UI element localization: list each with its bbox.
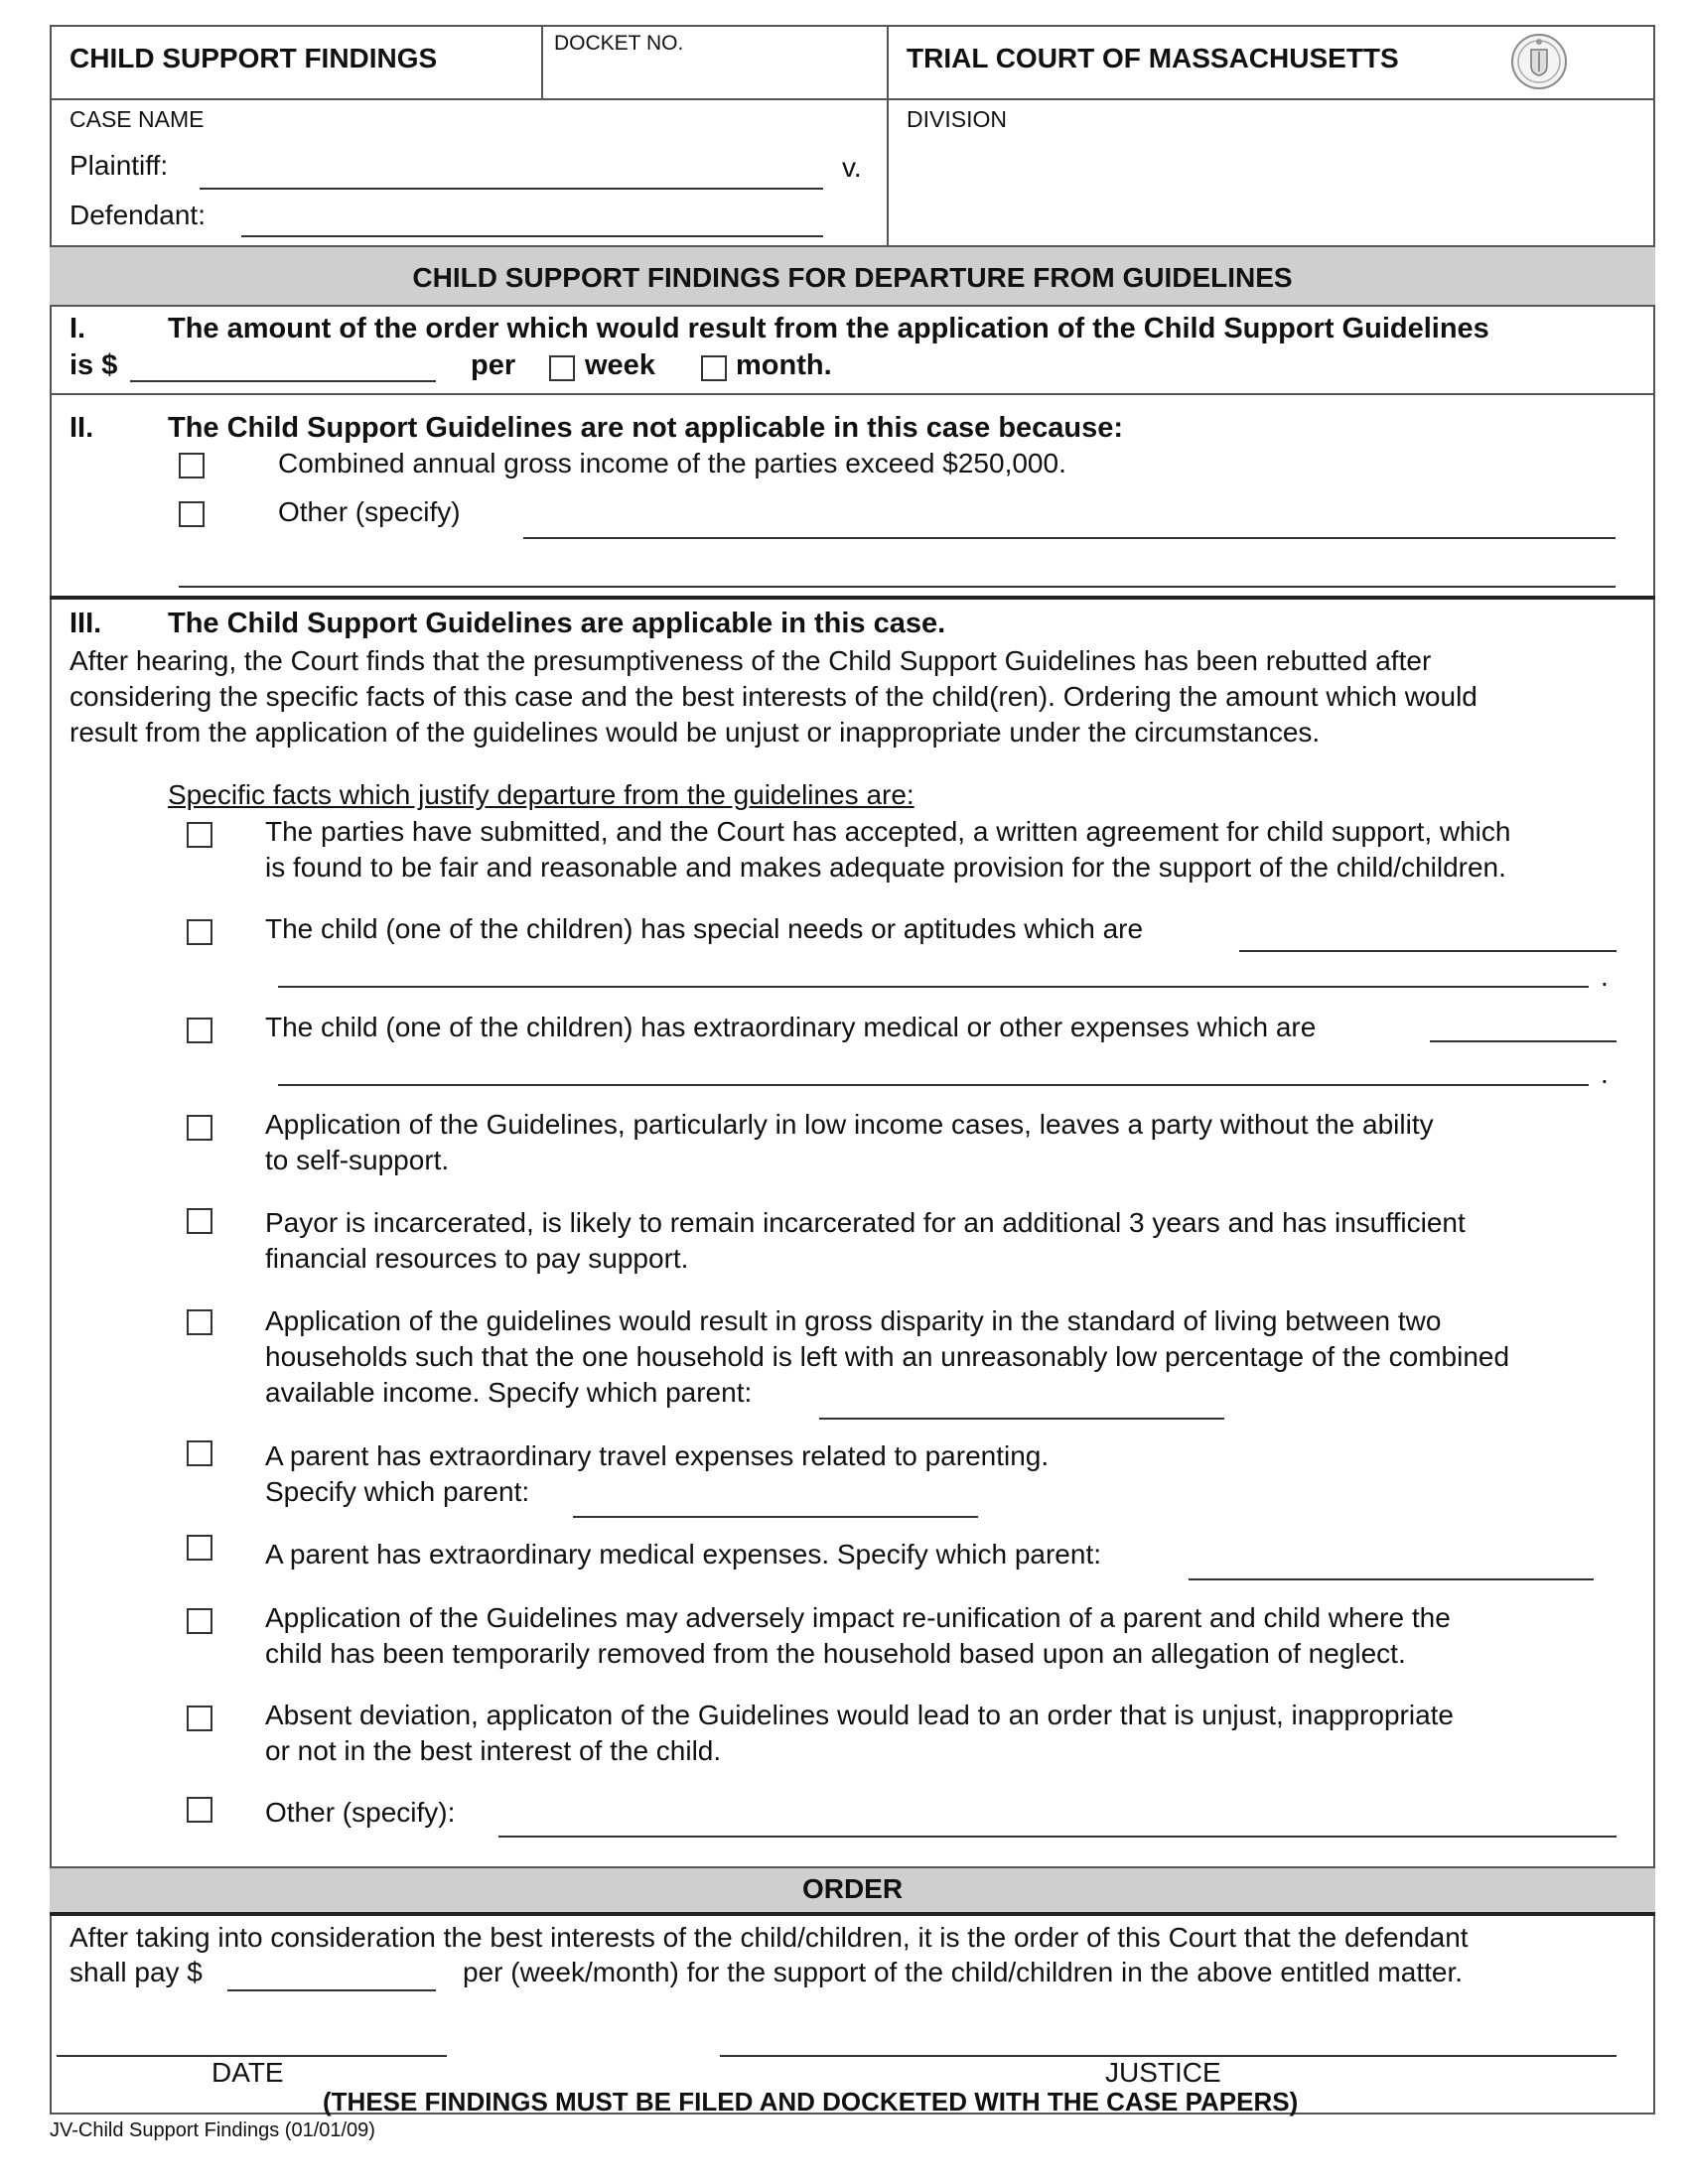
fact-parent-medical-checkbox[interactable] (187, 1535, 212, 1561)
fact-travel-line1: A parent has extraordinary travel expenses related to parenting. (265, 1440, 1050, 1471)
fact-parent-medical-parent-field[interactable] (1189, 1578, 1594, 1580)
fact-unjust-line2: or not in the best interest of the child. (265, 1735, 722, 1766)
order-line1: After taking into consideration the best interests of the child/children, it is the order of this Court that the defendant (70, 1922, 1469, 1953)
date-label: DATE (211, 2057, 284, 2088)
section2-numeral: II. (70, 412, 94, 444)
fact-medical-expenses-line1: The child (one of the children) has extraordinary medical or other expenses which are (265, 1012, 1317, 1042)
fact-medical-expenses-field[interactable] (1430, 1040, 1617, 1042)
fact-travel-line2: Specify which parent: (265, 1476, 530, 1507)
income-exceeds-label: Combined annual gross income of the parties exceed $250,000. (278, 448, 1066, 478)
section2-divider (50, 596, 1655, 600)
case-name-label: CASE NAME (70, 106, 205, 132)
justice-label: JUSTICE (1105, 2057, 1221, 2088)
section3-para-line3: result from the application of the guidelines would be unjust or inappropriate under the circumstances. (70, 717, 1321, 748)
fact-special-needs-period: . (1601, 961, 1609, 992)
fact-special-needs-line1: The child (one of the children) has special needs or aptitudes which are (265, 913, 1144, 944)
section1-amount-field[interactable] (130, 380, 436, 382)
docket-label: DOCKET NO. (554, 32, 684, 55)
header-divider-1 (541, 25, 543, 99)
plaintiff-field[interactable] (200, 188, 823, 190)
fact-disparity-line2: households such that the one household is left with an unreasonably low percentage of the combined (265, 1341, 1510, 1372)
week-checkbox[interactable] (549, 355, 575, 381)
fact-incarcerated-checkbox[interactable] (187, 1208, 212, 1234)
section3-para-line1: After hearing, the Court finds that the presumptiveness of the Child Support Guidelines has been rebutted after (70, 645, 1432, 676)
fact-agreement-checkbox[interactable] (187, 822, 212, 848)
fact-parent-medical-line1: A parent has extraordinary medical expenses. Specify which parent: (265, 1539, 1102, 1570)
court-title: TRIAL COURT OF MASSACHUSETTS (907, 43, 1399, 73)
fact-other-checkbox[interactable] (187, 1797, 212, 1823)
section1-divider (50, 393, 1655, 395)
versus-label: v. (842, 152, 862, 183)
fact-reunification-line1: Application of the Guidelines may adversely impact re-unification of a parent and child where the (265, 1602, 1451, 1633)
fact-incarcerated-line1: Payor is incarcerated, is likely to remain incarcerated for an additional 3 years and has insufficient (265, 1207, 1466, 1238)
fact-agreement-line2: is found to be fair and reasonable and makes adequate provision for the support of the child/children. (265, 852, 1506, 883)
other-not-applicable-field[interactable] (523, 537, 1616, 539)
other-not-applicable-checkbox[interactable] (179, 501, 205, 527)
fact-special-needs-field[interactable] (1239, 950, 1617, 952)
fact-other-field[interactable] (498, 1836, 1617, 1838)
facts-heading: Specific facts which justify departure from the guidelines are: (168, 779, 914, 810)
other-not-applicable-label: Other (specify) (278, 496, 461, 527)
week-label: week (585, 349, 655, 381)
section3-para-line2: considering the specific facts of this case and the best interests of the child(ren). Ordering the amount which would (70, 681, 1477, 712)
fact-reunification-checkbox[interactable] (187, 1608, 212, 1634)
defendant-field[interactable] (241, 235, 823, 237)
fact-special-needs-checkbox[interactable] (187, 919, 212, 945)
massachusetts-seal-icon (1507, 30, 1571, 93)
other-not-applicable-field-2[interactable] (179, 586, 1616, 588)
fact-disparity-line1: Application of the guidelines would result in gross disparity in the standard of living between two (265, 1305, 1442, 1336)
income-exceeds-checkbox[interactable] (179, 453, 205, 478)
fact-travel-checkbox[interactable] (187, 1440, 212, 1466)
section3-numeral: III. (70, 608, 102, 639)
order-heading: ORDER (801, 1873, 904, 1904)
fact-medical-expenses-period: . (1601, 1058, 1609, 1089)
section3-heading: The Child Support Guidelines are applicable in this case. (168, 608, 946, 639)
order-amount-field[interactable] (227, 1989, 436, 1991)
filing-notice: (THESE FINDINGS MUST BE FILED AND DOCKETED WITH THE CASE PAPERS) (323, 2087, 1299, 2116)
month-checkbox[interactable] (701, 355, 727, 381)
section1-text: The amount of the order which would result from the application of the Child Support Guidelines (168, 313, 1489, 344)
fact-disparity-parent-field[interactable] (819, 1418, 1224, 1420)
fact-low-income-checkbox[interactable] (187, 1115, 212, 1141)
section2-heading: The Child Support Guidelines are not applicable in this case because: (168, 412, 1124, 444)
order-line2-rest: per (week/month) for the support of the child/children in the above entitled matter. (463, 1957, 1464, 1987)
fact-disparity-line3: available income. Specify which parent: (265, 1377, 753, 1408)
fact-agreement-line1: The parties have submitted, and the Court has accepted, a written agreement for child support, which (265, 816, 1511, 847)
fact-special-needs-field-2[interactable] (278, 986, 1589, 988)
section1-numeral: I. (70, 313, 86, 344)
fact-incarcerated-line2: financial resources to pay support. (265, 1243, 689, 1274)
plaintiff-label: Plaintiff: (70, 150, 169, 181)
header-divider-2 (887, 25, 889, 245)
header-row-bottom (50, 98, 1655, 100)
division-label: DIVISION (907, 106, 1007, 132)
section1-is-label: is $ (70, 349, 118, 381)
fact-low-income-line1: Application of the Guidelines, particularly in low income cases, leaves a party without the ability (265, 1109, 1434, 1140)
fact-low-income-line2: to self-support. (265, 1145, 450, 1175)
fact-other-line1: Other (specify): (265, 1797, 456, 1828)
form-title: CHILD SUPPORT FINDINGS (70, 43, 438, 73)
departure-banner-title: CHILD SUPPORT FINDINGS FOR DEPARTURE FROM GUIDELINES (412, 262, 1293, 293)
fact-reunification-line2: child has been temporarily removed from the household based upon an allegation of neglect. (265, 1638, 1406, 1669)
form-id: JV-Child Support Findings (01/01/09) (50, 2119, 375, 2141)
fact-travel-parent-field[interactable] (573, 1516, 978, 1518)
fact-unjust-checkbox[interactable] (187, 1706, 212, 1731)
defendant-label: Defendant: (70, 200, 206, 230)
fact-disparity-checkbox[interactable] (187, 1309, 212, 1335)
section1-per-label: per (471, 349, 516, 381)
order-shall-pay: shall pay $ (70, 1957, 203, 1987)
fact-medical-expenses-field-2[interactable] (278, 1084, 1589, 1086)
fact-medical-expenses-checkbox[interactable] (187, 1018, 212, 1043)
month-label: month. (736, 349, 832, 381)
fact-unjust-line1: Absent deviation, applicaton of the Guidelines would lead to an order that is unjust, inappropriate (265, 1700, 1454, 1730)
